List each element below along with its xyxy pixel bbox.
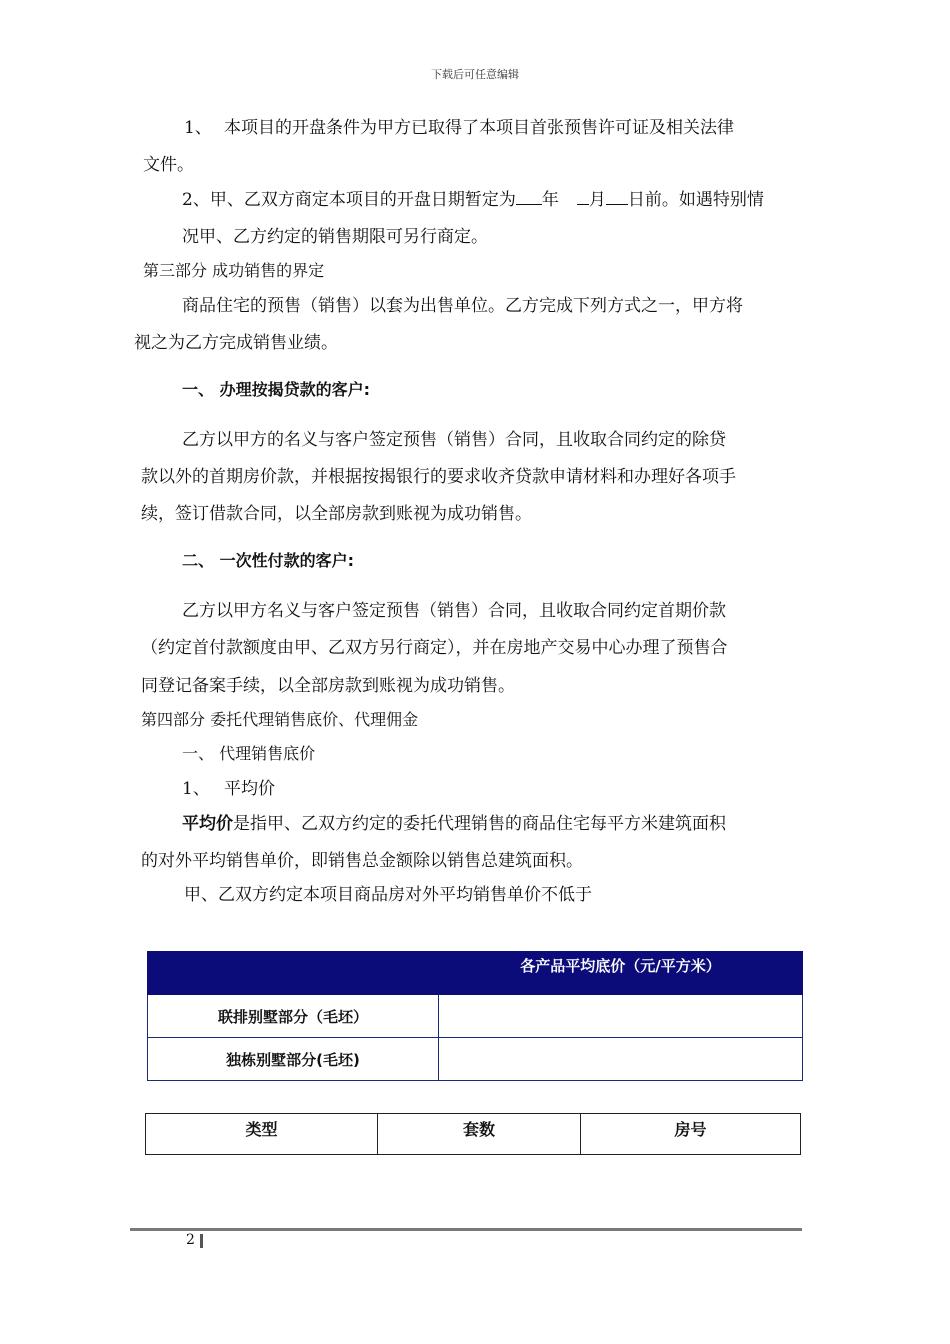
item2-month: 月 — [588, 190, 606, 210]
item2-line — [182, 188, 764, 211]
year-blank — [516, 188, 542, 205]
item2-year: 年 — [541, 190, 559, 210]
heading-lump-sum-clients: 二、 一次性付款的客户: — [182, 551, 354, 570]
avg-price-agreement: 甲、乙双方约定本项目商品房对外平均销售单价不低于 — [184, 885, 592, 905]
page-number-bar — [200, 1234, 203, 1248]
part3-intro-2: 视之为乙方完成销售业绩。 — [134, 333, 338, 353]
footer-rule — [130, 1228, 802, 1231]
heading-mortgage-clients: 一、 办理按揭贷款的客户: — [182, 380, 370, 399]
price-header-col2: 各产品平均底价（元/平方米） — [439, 952, 803, 995]
avg-price-definition — [182, 813, 726, 835]
item2-continuation: 况甲、乙方约定的销售期限可另行商定。 — [182, 227, 488, 247]
price-table — [147, 951, 803, 1081]
part4-sub1: 一、 代理销售底价 — [182, 744, 316, 763]
mortgage-para-2: 款以外的首期房价款，并根据按揭银行的要求收齐贷款申请材料和办理好各项手 — [141, 467, 736, 487]
avg-price-def-cont: 的对外平均销售单价，即销售总金额除以销售总建筑面积。 — [141, 851, 583, 871]
row-townhouse-value[interactable] — [439, 995, 803, 1038]
avg-price-term: 平均价 — [182, 814, 233, 834]
lumpsum-para-1: 乙方以甲方名义与客户签定预售（销售）合同，且收取合同约定首期价款 — [182, 601, 726, 621]
avg-price-number: 1、 — [182, 779, 210, 799]
price-table-header — [148, 952, 803, 995]
page-number: 2 — [186, 1232, 195, 1248]
table-row — [148, 1038, 803, 1081]
mortgage-para-1: 乙方以甲方的名义与客户签定预售（销售）合同，且收取合同约定的除贷 — [182, 430, 726, 450]
item1-number: 1、 — [184, 118, 212, 138]
day-blank — [606, 188, 628, 205]
part3-title: 第三部分 成功销售的界定 — [143, 261, 325, 280]
item2-text-a: 2、甲、乙双方商定本项目的开盘日期暂定为 — [182, 190, 516, 210]
type-table — [145, 1113, 801, 1155]
table-row — [148, 995, 803, 1038]
row-townhouse-label: 联排别墅部分（毛坯） — [148, 995, 439, 1038]
item1-text: 本项目的开盘条件为甲方已取得了本项目首张预售许可证及相关法律 — [224, 118, 734, 138]
part3-intro-1: 商品住宅的预售（销售）以套为出售单位。乙方完成下列方式之一，甲方将 — [182, 296, 743, 316]
type-col-type: 类型 — [146, 1114, 378, 1155]
part4-title: 第四部分 委托代理销售底价、代理佣金 — [141, 710, 419, 729]
item1-continuation: 文件。 — [143, 155, 194, 175]
type-table-header — [146, 1114, 801, 1155]
type-col-room: 房号 — [581, 1114, 801, 1155]
price-header-col1 — [148, 952, 439, 995]
avg-price-label: 平均价 — [224, 779, 275, 799]
item2-day-tail: 日前。如遇特别情 — [627, 190, 764, 210]
avg-price-def-rest: 是指甲、乙双方约定的委托代理销售的商品住宅每平方米建筑面积 — [233, 814, 726, 834]
type-col-count: 套数 — [378, 1114, 581, 1155]
page-header: 下载后可任意编辑 — [431, 68, 519, 81]
month-blank — [577, 188, 589, 205]
mortgage-para-3: 续，签订借款合同，以全部房款到账视为成功销售。 — [141, 504, 532, 524]
lumpsum-para-2: （约定首付款额度由甲、乙双方另行商定），并在房地产交易中心办理了预售合 — [141, 638, 728, 658]
row-detached-label: 独栋别墅部分(毛坯) — [148, 1038, 439, 1081]
lumpsum-para-3: 同登记备案手续，以全部房款到账视为成功销售。 — [141, 676, 515, 696]
row-detached-value[interactable] — [439, 1038, 803, 1081]
